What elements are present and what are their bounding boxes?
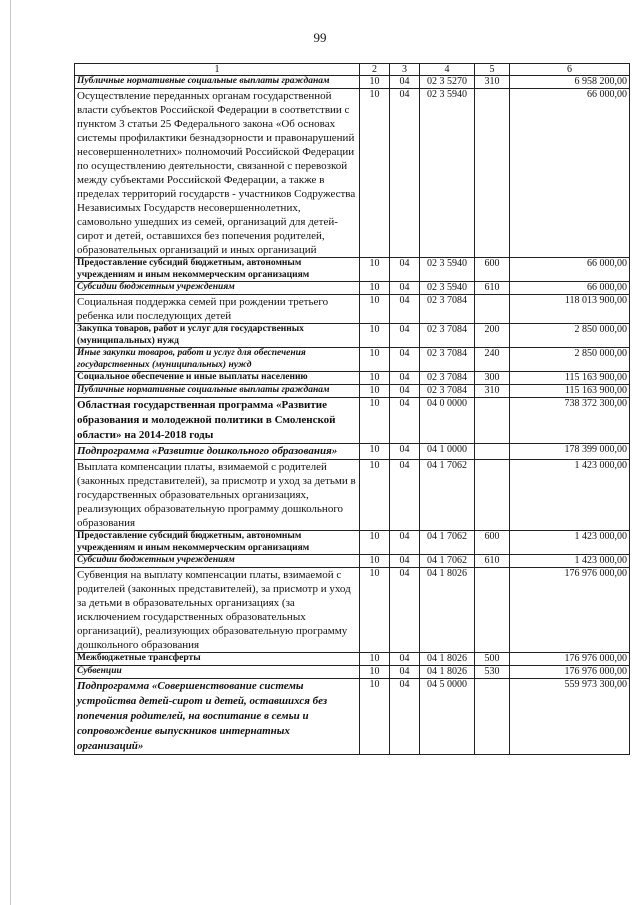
row-subsection: 04 [390,444,420,460]
row-expense-type: 200 [475,324,510,348]
table-row [75,444,630,460]
row-name: Субсидии бюджетным учреждениям [75,282,360,295]
row-amount: 115 163 900,00 [510,372,630,385]
table-row [75,666,630,679]
row-target-article: 02 3 5270 [420,76,475,89]
row-expense-type: 530 [475,666,510,679]
row-section: 10 [360,348,390,372]
row-subsection: 04 [390,348,420,372]
row-section: 10 [360,531,390,555]
row-amount: 559 973 300,00 [510,679,630,755]
row-target-article: 04 1 8026 [420,568,475,653]
table-row [75,398,630,444]
row-subsection: 04 [390,653,420,666]
row-subsection: 04 [390,555,420,568]
row-amount: 176 976 000,00 [510,568,630,653]
row-section: 10 [360,460,390,531]
header-col-3: 3 [390,64,420,76]
row-name: Предоставление субсидий бюджетным, автономным учреждениям и иным некоммерческим организациям [75,258,360,282]
row-amount: 66 000,00 [510,89,630,258]
table-row [75,295,630,324]
row-section: 10 [360,568,390,653]
table-row [75,531,630,555]
table-row [75,460,630,531]
table-row [75,385,630,398]
row-expense-type [475,460,510,531]
row-expense-type: 240 [475,348,510,372]
row-name: Подпрограмма «Совершенствование системы устройства детей-сирот и детей, оставшихся без попечения родителей, на воспитание в семьи и сопровождение выпускников интернатных организаций» [75,679,360,755]
row-target-article: 04 0 0000 [420,398,475,444]
row-target-article: 04 1 0000 [420,444,475,460]
row-amount: 66 000,00 [510,282,630,295]
row-expense-type: 610 [475,282,510,295]
row-expense-type [475,568,510,653]
row-subsection: 04 [390,666,420,679]
row-target-article: 02 3 5940 [420,89,475,258]
table-row [75,89,630,258]
row-name: Закупка товаров, работ и услуг для государственных (муниципальных) нужд [75,324,360,348]
row-subsection: 04 [390,89,420,258]
row-section: 10 [360,679,390,755]
row-amount: 1 423 000,00 [510,531,630,555]
row-name: Осуществление переданных органам государственной власти субъектов Российской Федерации в соответствии с пунктом 3 статьи 25 Федерального закона «Об основах системы профилактики безнадзорности и правонарушений несовершеннолетних» полномочий Российской Федерации по осуществлению деятельности, связанной с перевозкой между субъектами Российской Федерации, а также в пределах территорий государств - участников Содружества Независимых Государств несовершеннолетних, самовольно ушедших из семей, организаций для детей-сирот и детей, оставшихся без попечения родителей, образовательных организаций и иных организаций [75,89,360,258]
row-subsection: 04 [390,398,420,444]
page-number: 99 [313,30,327,45]
row-amount: 176 976 000,00 [510,666,630,679]
row-amount: 118 013 900,00 [510,295,630,324]
row-name: Публичные нормативные социальные выплаты гражданам [75,385,360,398]
row-name: Социальное обеспечение и иные выплаты населению [75,372,360,385]
row-section: 10 [360,372,390,385]
row-amount: 6 958 200,00 [510,76,630,89]
row-target-article: 04 1 7062 [420,531,475,555]
row-subsection: 04 [390,295,420,324]
row-section: 10 [360,324,390,348]
row-name: Предоставление субсидий бюджетным, автономным учреждениям и иным некоммерческим организациям [75,531,360,555]
row-expense-type: 300 [475,372,510,385]
row-name: Областная государственная программа «Развитие образования и молодежной политики в Смоленской области» на 2014-2018 годы [75,398,360,444]
row-name: Межбюджетные трансферты [75,653,360,666]
row-amount: 178 399 000,00 [510,444,630,460]
table-row [75,282,630,295]
row-amount: 1 423 000,00 [510,460,630,531]
row-expense-type: 600 [475,258,510,282]
header-col-2: 2 [360,64,390,76]
table-row [75,76,630,89]
row-target-article: 04 1 7062 [420,460,475,531]
row-expense-type [475,444,510,460]
row-target-article: 02 3 7084 [420,295,475,324]
row-amount: 1 423 000,00 [510,555,630,568]
row-subsection: 04 [390,324,420,348]
header-col-4: 4 [420,64,475,76]
table-row [75,372,630,385]
row-section: 10 [360,398,390,444]
row-target-article: 04 5 0000 [420,679,475,755]
row-section: 10 [360,444,390,460]
row-amount: 176 976 000,00 [510,653,630,666]
row-amount: 738 372 300,00 [510,398,630,444]
row-section: 10 [360,385,390,398]
row-amount: 66 000,00 [510,258,630,282]
row-subsection: 04 [390,372,420,385]
row-target-article: 02 3 5940 [420,258,475,282]
header-col-6: 6 [510,64,630,76]
row-section: 10 [360,89,390,258]
row-subsection: 04 [390,282,420,295]
row-subsection: 04 [390,385,420,398]
table-row [75,679,630,755]
budget-table [74,63,630,755]
row-expense-type: 600 [475,531,510,555]
row-subsection: 04 [390,531,420,555]
row-amount: 2 850 000,00 [510,348,630,372]
row-section: 10 [360,555,390,568]
row-section: 10 [360,295,390,324]
row-name: Субвенции [75,666,360,679]
row-expense-type: 500 [475,653,510,666]
table-row [75,568,630,653]
row-name: Субсидии бюджетным учреждениям [75,555,360,568]
row-amount: 2 850 000,00 [510,324,630,348]
row-name: Подпрограмма «Развитие дошкольного образования» [75,444,360,460]
row-section: 10 [360,282,390,295]
row-name: Выплата компенсации платы, взимаемой с родителей (законных представителей), за присмотр и уход за детьми в государственных образовательных организациях, реализующих образовательную программу дошкольного образования [75,460,360,531]
row-expense-type [475,295,510,324]
scan-edge-line [10,0,11,905]
table-row [75,653,630,666]
row-subsection: 04 [390,679,420,755]
row-expense-type: 310 [475,385,510,398]
row-name: Социальная поддержка семей при рождении третьего ребенка или последующих детей [75,295,360,324]
row-target-article: 04 1 8026 [420,653,475,666]
row-name: Публичные нормативные социальные выплаты гражданам [75,76,360,89]
row-section: 10 [360,76,390,89]
row-expense-type [475,89,510,258]
row-expense-type: 610 [475,555,510,568]
table-row [75,555,630,568]
row-section: 10 [360,653,390,666]
row-expense-type [475,679,510,755]
table-row [75,324,630,348]
row-target-article: 02 3 7084 [420,372,475,385]
row-section: 10 [360,258,390,282]
row-target-article: 02 3 7084 [420,324,475,348]
row-subsection: 04 [390,460,420,531]
row-expense-type [475,398,510,444]
row-target-article: 02 3 7084 [420,348,475,372]
table-header-row [75,64,630,76]
row-subsection: 04 [390,568,420,653]
row-name: Иные закупки товаров, работ и услуг для обеспечения государственных (муниципальных) нужд [75,348,360,372]
row-target-article: 02 3 7084 [420,385,475,398]
table-row [75,258,630,282]
row-expense-type: 310 [475,76,510,89]
row-subsection: 04 [390,258,420,282]
table-row [75,348,630,372]
header-col-5: 5 [475,64,510,76]
row-section: 10 [360,666,390,679]
row-target-article: 04 1 8026 [420,666,475,679]
row-amount: 115 163 900,00 [510,385,630,398]
row-subsection: 04 [390,76,420,89]
row-target-article: 02 3 5940 [420,282,475,295]
row-target-article: 04 1 7062 [420,555,475,568]
row-name: Субвенция на выплату компенсации платы, взимаемой с родителей (законных представителей), за присмотр и уход за детьми в образовательных организациях (за исключением государственных образовательных организаций), реализующих образовательную программу дошкольного образования [75,568,360,653]
header-col-1: 1 [75,64,360,76]
